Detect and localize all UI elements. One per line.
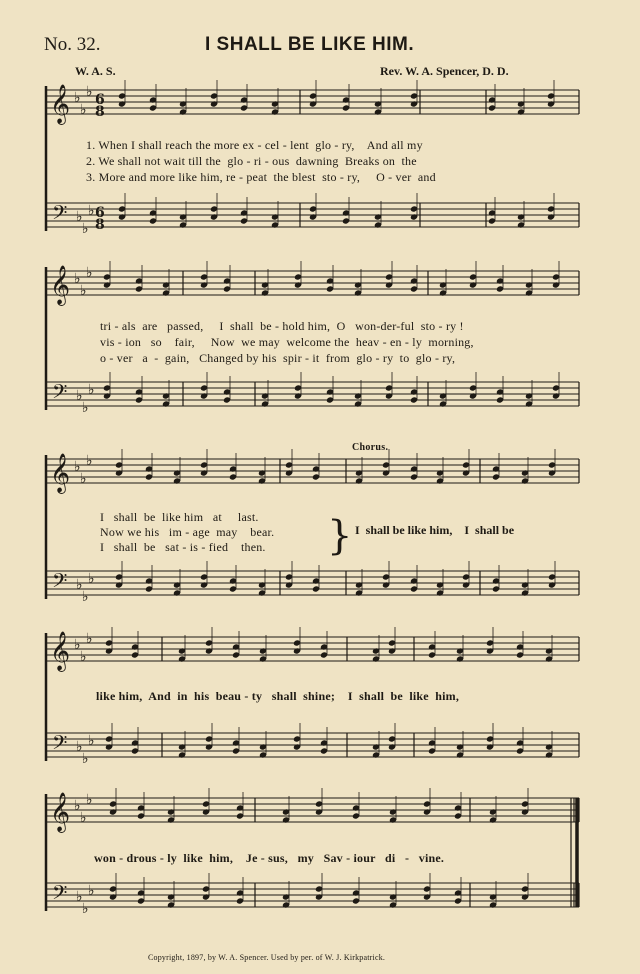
- time-signature-top: 6: [95, 205, 105, 221]
- flat-sign: ♭: [88, 382, 95, 398]
- flat-sign: ♭: [80, 102, 87, 118]
- flat-sign: ♭: [80, 810, 87, 826]
- flat-sign: ♭: [82, 901, 89, 917]
- system-5-treble-clef: 𝄞: [50, 792, 71, 832]
- chorus-refrain-line-1: I shall be like him, I shall be: [355, 523, 515, 537]
- author-credit: Rev. W. A. Spencer, D. D.: [380, 64, 509, 78]
- flat-sign: ♭: [74, 798, 81, 814]
- hymn-number: No. 32.: [44, 34, 101, 55]
- flat-sign: ♭: [76, 577, 83, 593]
- time-signature-bottom: 8: [95, 104, 105, 120]
- verse-2-line-2: vis - ion so fair, Now we may welcome the heav - en - ly morning,: [100, 335, 474, 349]
- copyright-notice: Copyright, 1897, by W. A. Spencer. Used by per. of W. J. Kirkpatrick.: [148, 953, 386, 962]
- verse-3-line-2: o - ver a - gain, Changed by his spir - it from glo - ry to glo - ry,: [100, 351, 456, 365]
- flat-sign: ♭: [88, 571, 95, 587]
- system-3-bass-clef: 𝄢: [52, 569, 68, 597]
- flat-sign: ♭: [86, 265, 93, 281]
- verse-brace: }: [327, 513, 353, 559]
- flat-sign: ♭: [86, 453, 93, 469]
- flat-sign: ♭: [86, 84, 93, 100]
- flat-sign: ♭: [76, 388, 83, 404]
- system-2-treble-clef: 𝄞: [50, 265, 71, 305]
- verse-3-line-1: 3. More and more like him, re - peat the blest sto - ry, O - ver and: [86, 170, 436, 184]
- system-4-treble-clef: 𝄞: [50, 631, 71, 671]
- verse-1-line-2: tri - als are passed, I shall be - hold him, O won-der-ful sto - ry !: [100, 319, 464, 333]
- hymn-title: I SHALL BE LIKE HIM.: [205, 34, 415, 55]
- flat-sign: ♭: [74, 90, 81, 106]
- verse-1-line-1: 1. When I shall reach the more ex - cel - lent glo - ry, And all my: [86, 138, 423, 152]
- chorus-label: Chorus.: [352, 442, 389, 453]
- flat-sign: ♭: [80, 471, 87, 487]
- flat-sign: ♭: [86, 792, 93, 808]
- flat-sign: ♭: [86, 631, 93, 647]
- system-4-bass-clef: 𝄢: [52, 731, 68, 759]
- system-1-treble-clef: 𝄞: [50, 84, 71, 124]
- time-signature-bottom: 8: [95, 217, 105, 233]
- flat-sign: ♭: [74, 637, 81, 653]
- flat-sign: ♭: [76, 889, 83, 905]
- flat-sign: ♭: [76, 739, 83, 755]
- verse-2-line-1: 2. We shall not wait till the glo - ri - ous dawning Breaks on the: [86, 154, 417, 168]
- chorus-line-2: like him, And in his beau - ty shall shine; I shall be like him,: [96, 689, 460, 703]
- flat-sign: ♭: [88, 203, 95, 219]
- flat-sign: ♭: [74, 271, 81, 287]
- composer-credit: W. A. S.: [75, 64, 116, 78]
- chorus-line-3: won - drous - ly like him, Je - sus, my Sav - iour di - vine.: [94, 851, 445, 865]
- system-1-bass-clef: 𝄢: [52, 201, 68, 229]
- verse-1-line-3: I shall be like him at last.: [100, 510, 259, 524]
- flat-sign: ♭: [82, 751, 89, 767]
- flat-sign: ♭: [88, 883, 95, 899]
- flat-sign: ♭: [80, 283, 87, 299]
- time-signature-top: 6: [95, 92, 105, 108]
- verse-2-line-3: Now we his im - age may bear.: [100, 525, 275, 539]
- verse-3-line-3: I shall be sat - is - fied then.: [100, 540, 266, 554]
- system-5-bass-clef: 𝄢: [52, 881, 68, 909]
- flat-sign: ♭: [74, 459, 81, 475]
- system-3-treble-clef: 𝄞: [50, 453, 71, 493]
- flat-sign: ♭: [80, 649, 87, 665]
- system-2-bass-clef: 𝄢: [52, 380, 68, 408]
- flat-sign: ♭: [82, 221, 89, 237]
- flat-sign: ♭: [76, 209, 83, 225]
- flat-sign: ♭: [88, 733, 95, 749]
- flat-sign: ♭: [82, 400, 89, 416]
- flat-sign: ♭: [82, 589, 89, 605]
